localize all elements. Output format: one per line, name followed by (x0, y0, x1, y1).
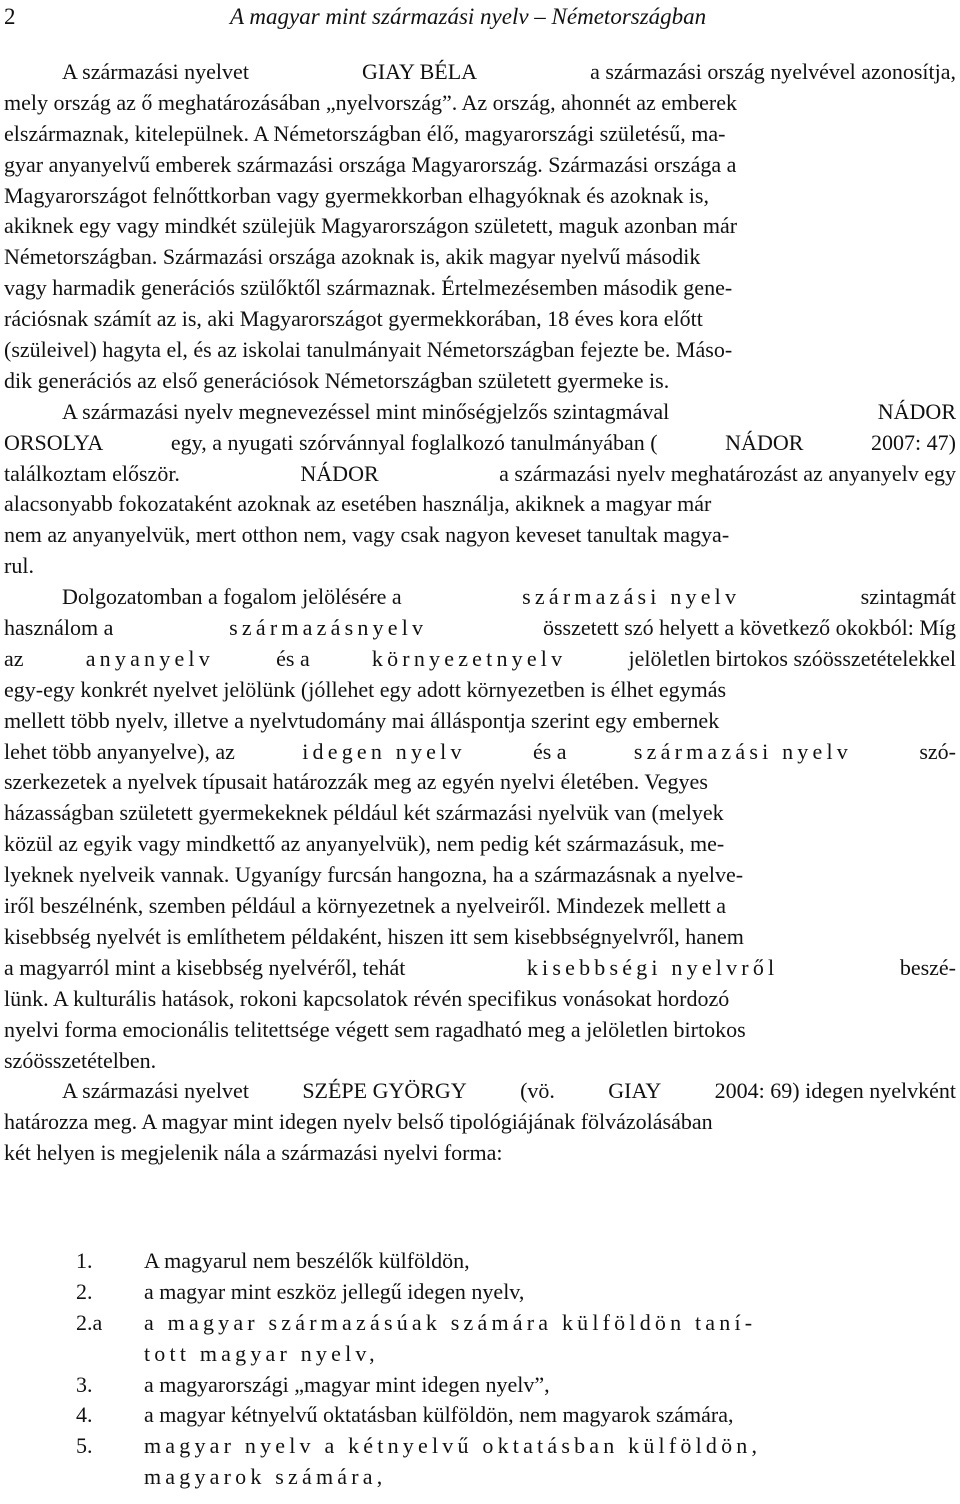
text-line: nem az anyanyelvük, mert otthon nem, vagy csak nagyon keveset tanultak magya- (4, 522, 730, 548)
list-item (4, 1431, 956, 1462)
list-item-text: a magyarországi „magyar mint idegen nyelv”, (144, 1371, 550, 1397)
text-line: (szüleivel) hagyta el, és az iskolai tanulmányait Németországban fejezte be. Máso- (4, 337, 733, 363)
page-number: 2 (4, 4, 16, 29)
running-header (4, 2, 956, 32)
text-line: vagy harmadik generációs szülőktől származnak. Értelmezésemben második gene- (4, 275, 733, 301)
text-line: Dolgozatomban a fogalom jelölésére a származási nyelv szintagmát (4, 582, 956, 613)
text-line: találkoztam először. NÁDOR a származási nyelv meghatározást az anyanyelv egy (4, 459, 956, 490)
text-line: házasságban született gyermekeknek például két származási nyelvük van (melyek (4, 800, 724, 826)
text-line: közül az egyik vagy mindkettő az anyanyelvük), nem pedig két származásuk, me- (4, 831, 725, 857)
text-line: az anyanyelv és a környezetnyelv jelöletlen birtokos szóösszetételekkel (4, 644, 956, 675)
list-item-number: 4. (76, 1402, 93, 1428)
list-item-number: 2.a (76, 1309, 103, 1335)
text-line: A származási nyelv megnevezéssel mint minőségjelzős szintagmával NÁDOR (4, 397, 956, 428)
text-line: használom a származásnyelv összetett szó helyett a következő okokból: Míg (4, 613, 956, 644)
text-line: két helyen is megjelenik nála a származási nyelvi forma: (4, 1140, 503, 1166)
author-name: SZÉPE GYÖRGY (302, 1078, 467, 1104)
numbered-list (4, 1246, 956, 1493)
body-text (4, 57, 956, 1169)
text-line: dik generációs az első generációsok Németországban született gyermeke is. (4, 367, 670, 393)
author-name: GIAY BÉLA (361, 59, 478, 84)
list-item-text: tott magyar nyelv, (144, 1340, 379, 1366)
list-item-continuation (4, 1339, 956, 1370)
list-item (4, 1277, 956, 1308)
list-item-text: a magyar kétnyelvű oktatásban külföldön, nem magyarok számára, (144, 1402, 734, 1428)
list-item-number: 1. (76, 1248, 93, 1273)
text-line: Németországban. Származási országa azoknak is, akik magyar nyelvű második (4, 244, 701, 270)
running-header-title: A magyar mint származási nyelv – Németországban (230, 4, 707, 29)
text-line: akiknek egy vagy mindkét szülejük Magyarországon született, maguk azonban már (4, 213, 738, 239)
text-line: egy-egy konkrét nyelvet jelölünk (jóllehet egy adott környezetben is élhet egymás (4, 676, 727, 702)
text-line: rul. (4, 553, 34, 579)
list-item (4, 1400, 956, 1431)
list-item-text: magyarok számára, (144, 1464, 387, 1490)
list-item (4, 1308, 956, 1339)
text-line: mellett több nyelv, illetve a nyelvtudomány mai álláspontja szerint egy embernek (4, 707, 720, 733)
author-name: NÁDOR (725, 429, 804, 455)
text-line: kisebbség nyelvét is említhetem példaként, hiszen itt sem kisebbségnyelvről, hanem (4, 923, 744, 949)
text-line: A származási nyelvet SZÉPE GYÖRGY (vö. GIAY 2004: 69) idegen nyelvként (4, 1076, 956, 1107)
list-item-number: 5. (76, 1433, 93, 1459)
list-item-text: a magyar származásúak számára külföldön taní- (144, 1309, 757, 1335)
list-item-text: a magyar mint eszköz jellegű idegen nyelv, (144, 1278, 525, 1304)
text-line: gyar anyanyelvű emberek származási országa Magyarország. Származási országa a (4, 151, 737, 177)
text-line: Magyarországot felnőttkorban vagy gyermekkorban elhagyóknak és azoknak is, (4, 182, 709, 208)
author-name: NÁDOR (877, 398, 956, 424)
text-line: a magyarról mint a kisebbség nyelvéről, tehát kisebbségi nyelvről beszé- (4, 953, 956, 984)
text-line: A származási nyelvet GIAY BÉLA a származási ország nyelvével azonosítja, (4, 57, 956, 88)
list-item-number: 3. (76, 1371, 93, 1397)
text-line: elszármaznak, kitelepülnek. A Németországban élő, magyarországi születésű, ma- (4, 120, 726, 146)
text-line: rációsnak számít az is, aki Magyarországot gyermekkorában, 18 éves kora előtt (4, 306, 703, 332)
list-item-text: magyar nyelv a kétnyelvű oktatásban külföldön, (144, 1433, 762, 1459)
spaced-term: anyanyelv (85, 645, 214, 671)
text-line: lehet több anyanyelve), az idegen nyelv és a származási nyelv szó- (4, 737, 956, 768)
text-line: ORSOLYA egy, a nyugati szórvánnyal foglalkozó tanulmányában ( NÁDOR 2007: 47) (4, 428, 956, 459)
author-name: ORSOLYA (4, 429, 104, 455)
author-name: NÁDOR (300, 460, 379, 486)
spaced-term: kisebbségi nyelvről (526, 954, 779, 980)
list-item (4, 1246, 956, 1277)
text-line: szerkezetek a nyelvek típusait határozzák meg az egyén nyelvi életében. Vegyes (4, 769, 708, 795)
list-item-number: 2. (76, 1278, 93, 1304)
text-line: mely ország az ő meghatározásában „nyelvország”. Az ország, ahonnét az emberek (4, 89, 737, 115)
list-item-text: A magyarul nem beszélők külföldön, (144, 1248, 470, 1273)
text-line: alacsonyabb fokozataként azoknak az esetében használja, akiknek a magyar már (4, 491, 712, 517)
author-name: GIAY (608, 1078, 662, 1104)
text-line: lünk. A kulturális hatások, rokoni kapcsolatok révén specifikus vonásokat hordozó (4, 985, 730, 1011)
spaced-term: származásnyelv (229, 615, 428, 641)
text-line: szóösszetételben. (4, 1047, 157, 1073)
text-line: lyeknek nyelveik vannak. Ugyanígy furcsán hangozna, ha a származásnak a nyelve- (4, 862, 744, 888)
text-line: határozza meg. A magyar mint idegen nyelv belső tipológiájának fölvázolásában (4, 1109, 713, 1135)
spaced-term: származási nyelv (522, 584, 741, 610)
spaced-term: származási nyelv (633, 738, 852, 764)
spaced-term: idegen nyelv (302, 738, 466, 764)
text-line: iről beszélnénk, szemben például a környezetnek a nyelveiről. Mindezek mellett a (4, 893, 727, 919)
spaced-term: környezetnyelv (371, 645, 567, 671)
list-item-continuation (4, 1462, 956, 1493)
list-item (4, 1370, 956, 1401)
text-line: nyelvi forma emocionális telitettsége végett sem ragadható meg a jelöletlen birtokos (4, 1016, 746, 1042)
